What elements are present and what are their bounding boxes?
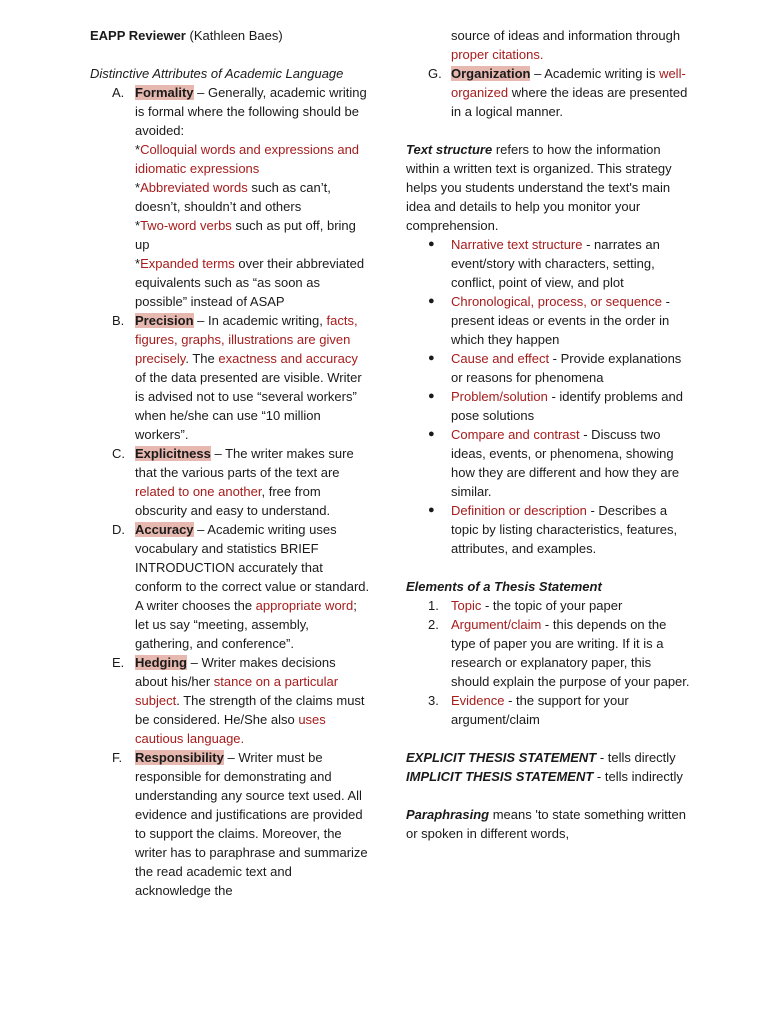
doc-title: EAPP Reviewer: [90, 28, 186, 43]
avoid-item-two-word-verbs: *Two-word verbs such as put off, bring up: [135, 218, 356, 252]
list-item: ● Problem/solution - identify problems and pose solutions: [428, 389, 683, 423]
text-structure-intro: Text structure refers to how the information within a written text is organized. This strategy helps you students understand the text's main idea and details to help you monitor your comprehension.: [406, 142, 672, 233]
thesis-heading: Elements of a Thesis Statement: [406, 579, 602, 594]
right-column: [406, 26, 691, 843]
term-formality: Formality: [135, 85, 194, 100]
attribute-hedging: E. Hedging – Writer makes decisions about his/her stance on a particular subject. The strength of the claims must be considered. He/She also uses cautious language.: [112, 655, 365, 746]
term-explicitness: Explicitness: [135, 446, 211, 461]
term-text-structure: Text structure: [406, 142, 493, 157]
attribute-organization: G. Organization – Academic writing is well-organized where the ideas are presented in a logical manner.: [428, 66, 688, 119]
attribute-responsibility-part1: F. Responsibility – Writer must be responsible for demonstrating and understanding any source text used. All evidence and justifications are provided to support the claims. Moreover, the writer has to paraphrase and summarize the read academic text and acknowledge the: [112, 750, 368, 898]
left-column: [90, 26, 370, 900]
implicit-thesis: IMPLICIT THESIS STATEMENT - tells indirectly: [406, 769, 683, 784]
avoid-item-expanded-terms: *Expanded terms over their abbreviated equivalents such as “as soon as possible” instead of ASAP: [135, 256, 365, 309]
list-item: ● Cause and effect - Provide explanations or reasons for phenomena: [428, 351, 682, 385]
term-accuracy: Accuracy: [135, 522, 194, 537]
term-precision: Precision: [135, 313, 194, 328]
doc-author: (Kathleen Baes): [189, 28, 283, 43]
attribute-precision: B. Precision – In academic writing, facts, figures, graphs, illustrations are given precisely. The exactness and accuracy of the data presented are visible. Writer is advised not to use “several workers” when he/she can use “10 million workers”.: [112, 313, 362, 442]
term-hedging: Hedging: [135, 655, 187, 670]
attribute-explicitness: C. Explicitness – The writer makes sure that the various parts of the text are related to one another, free from obscurity and easy to understand.: [112, 446, 354, 518]
text-structure-list: [406, 235, 691, 558]
list-item: 1. Topic - the topic of your paper: [428, 598, 623, 613]
list-item: 2. Argument/claim - this depends on the type of paper you are writing. If it is a research or explanatory paper, this should explain the purpose of your paper.: [428, 617, 690, 689]
attribute-responsibility-part2: source of ideas and information through proper citations.: [451, 28, 681, 62]
term-organization: Organization: [451, 66, 531, 81]
paraphrasing-definition: Paraphrasing means 'to state something written or spoken in different words,: [406, 807, 686, 841]
attributes-heading: Distinctive Attributes of Academic Language: [90, 66, 344, 81]
list-item: ● Compare and contrast - Discuss two ideas, events, or phenomena, showing how they are different and how they are similar.: [428, 427, 680, 499]
attribute-accuracy: D. Accuracy – Academic writing uses vocabulary and statistics BRIEF INTRODUCTION accurately that conform to the correct value or standard. A writer chooses the appropriate word; let us say “meeting, assembly, gathering, and conference”.: [112, 522, 370, 651]
term-responsibility: Responsibility: [135, 750, 224, 765]
thesis-list: [406, 596, 691, 729]
explicit-thesis: EXPLICIT THESIS STATEMENT - tells directly: [406, 750, 676, 765]
list-item: ● Narrative text structure - narrates an event/story with characters, setting, conflict, point of view, and plot: [428, 237, 660, 290]
avoid-item-colloquial: *Colloquial words and expressions and idiomatic expressions: [135, 142, 360, 176]
list-item: ● Chronological, process, or sequence - present ideas or events in the order in which they happen: [428, 294, 670, 347]
doc-header: [90, 26, 370, 45]
avoid-item-abbreviated: *Abbreviated words such as can’t, doesn’t, shouldn’t and others: [135, 180, 331, 214]
list-item: ● Definition or description - Describes a topic by listing characteristics, features, attributes, and examples.: [428, 503, 678, 556]
list-item: 3. Evidence - the support for your argument/claim: [428, 693, 629, 727]
attribute-formality: A. Formality – Generally, academic writing is formal where the following should be avoided: *Colloquial words and expressions and idiomatic expressions *Abbreviated words such as can’t, doesn’t, shouldn’t and others *Two-word verbs such as put off, bring up *Expanded terms over their abbreviated equivalents such as “as soon as possible” instead of ASAP: [90, 83, 370, 311]
